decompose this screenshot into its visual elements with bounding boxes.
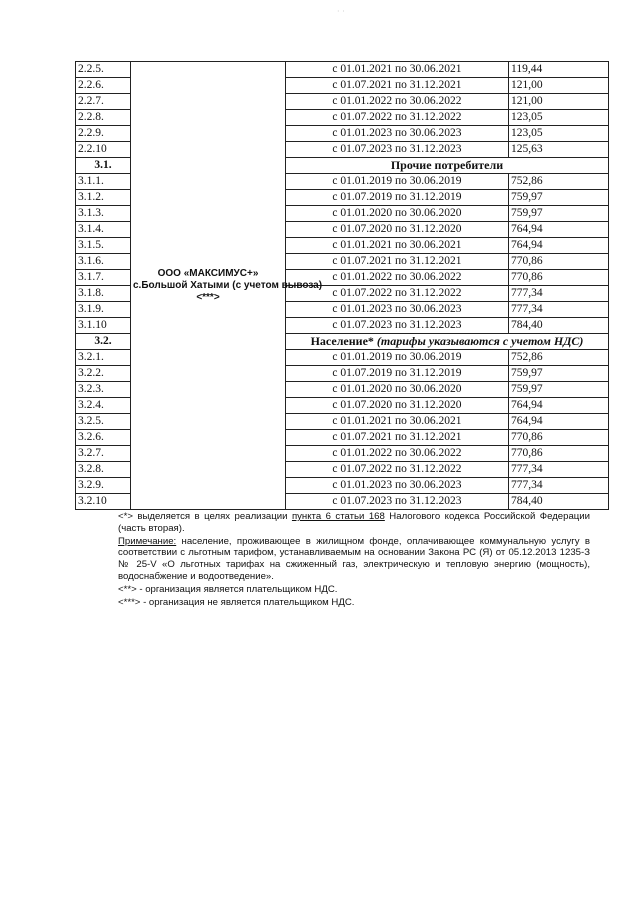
footnotes <box>118 511 590 609</box>
scan-mark: · · <box>337 7 345 16</box>
footnote-vat-note: <*> выделяется в целях реализации пункта 6 статьи 168 Налогового кодекса Российской Федерации (часть вторая). <box>118 511 591 534</box>
row-number: 2.2.10 <box>76 142 131 158</box>
section-title-main: Население* <box>310 334 374 348</box>
period-cell: с 01.07.2023 по 31.12.2023 <box>286 318 509 334</box>
row-number: 3.1.6. <box>76 254 131 270</box>
section-title: Прочие потребители <box>286 158 609 174</box>
tariff-value: 121,00 <box>509 78 609 94</box>
section-number: 3.1. <box>76 158 131 174</box>
row-number: 2.2.9. <box>76 126 131 142</box>
footnote-not-vat-payer: <***> - организация не является плательщиком НДС. <box>118 596 355 608</box>
tariff-value: 770,86 <box>509 254 609 270</box>
period-cell: с 01.07.2022 по 31.12.2022 <box>286 462 509 478</box>
tariff-value: 123,05 <box>509 126 609 142</box>
row-number: 3.1.4. <box>76 222 131 238</box>
tariff-value: 777,34 <box>509 462 609 478</box>
row-number: 3.2.7. <box>76 446 131 462</box>
tariff-value: 121,00 <box>509 94 609 110</box>
row-number: 2.2.7. <box>76 94 131 110</box>
period-cell: с 01.07.2022 по 31.12.2022 <box>286 286 509 302</box>
section-number: 3.2. <box>76 334 131 350</box>
footnote-vat-payer: <**> - организация является плательщиком НДС. <box>118 583 338 595</box>
row-number: 3.1.9. <box>76 302 131 318</box>
row-number: 3.2.5. <box>76 414 131 430</box>
period-cell: с 01.07.2021 по 31.12.2021 <box>286 430 509 446</box>
row-number: 3.1.3. <box>76 206 131 222</box>
tariff-value: 123,05 <box>509 110 609 126</box>
tariff-value: 125,63 <box>509 142 609 158</box>
tariff-value: 759,97 <box>509 206 609 222</box>
period-cell: с 01.07.2019 по 31.12.2019 <box>286 366 509 382</box>
tariff-value: 784,40 <box>509 318 609 334</box>
period-cell: с 01.01.2021 по 30.06.2021 <box>286 62 509 78</box>
tariff-value: 764,94 <box>509 398 609 414</box>
period-cell: с 01.01.2023 по 30.06.2023 <box>286 302 509 318</box>
row-number: 3.1.7. <box>76 270 131 286</box>
period-cell: с 01.01.2019 по 30.06.2019 <box>286 350 509 366</box>
period-cell: с 01.07.2020 по 31.12.2020 <box>286 398 509 414</box>
period-cell: с 01.01.2022 по 30.06.2022 <box>286 270 509 286</box>
period-cell: с 01.07.2021 по 31.12.2021 <box>286 254 509 270</box>
tariff-value: 770,86 <box>509 446 609 462</box>
row-number: 2.2.5. <box>76 62 131 78</box>
tariff-value: 764,94 <box>509 222 609 238</box>
tariff-value: 777,34 <box>509 302 609 318</box>
tariff-value: 119,44 <box>509 62 609 78</box>
period-cell: с 01.07.2023 по 31.12.2023 <box>286 494 509 510</box>
period-cell: с 01.01.2023 по 30.06.2023 <box>286 126 509 142</box>
tariff-value: 777,34 <box>509 478 609 494</box>
row-number: 2.2.8. <box>76 110 131 126</box>
period-cell: с 01.01.2020 по 30.06.2020 <box>286 382 509 398</box>
period-cell: с 01.01.2023 по 30.06.2023 <box>286 478 509 494</box>
tariff-value: 752,86 <box>509 350 609 366</box>
table-row <box>76 62 609 78</box>
row-number: 3.1.2. <box>76 190 131 206</box>
row-number: 3.2.6. <box>76 430 131 446</box>
organization-cell <box>131 62 323 510</box>
tariff-value: 770,86 <box>509 270 609 286</box>
tariff-value: 784,40 <box>509 494 609 510</box>
org-footnote: <***> <box>196 291 220 303</box>
tariff-value: 770,86 <box>509 430 609 446</box>
row-number: 3.1.5. <box>76 238 131 254</box>
period-cell: с 01.01.2022 по 30.06.2022 <box>286 446 509 462</box>
period-cell: с 01.01.2019 по 30.06.2019 <box>286 174 509 190</box>
row-number: 3.2.4. <box>76 398 131 414</box>
row-number: 3.1.10 <box>76 318 131 334</box>
period-cell: с 01.07.2021 по 31.12.2021 <box>286 78 509 94</box>
period-cell: с 01.01.2021 по 30.06.2021 <box>286 238 509 254</box>
row-number: 2.2.6. <box>76 78 131 94</box>
tariff-value: 759,97 <box>509 382 609 398</box>
row-number: 3.2.3. <box>76 382 131 398</box>
row-number: 3.2.8. <box>76 462 131 478</box>
row-number: 3.2.1. <box>76 350 131 366</box>
tariff-value: 752,86 <box>509 174 609 190</box>
period-cell: с 01.01.2021 по 30.06.2021 <box>286 414 509 430</box>
section-title-note: (тарифы указываются с учетом НДС) <box>376 334 584 348</box>
tariff-value: 759,97 <box>509 190 609 206</box>
footnote-remark: Примечание: население, проживающее в жилищном фонде, оплачивающее коммунальную услугу в соответствии с льготным тарифом, устанавливаемым на основании Закона РС (Я) от 05.12.2013 1235-З № 25-V «О льготных тарифах на сжиженный газ, электрическую и тепловую энергию (мощность), водоснабжение и водоотведение». <box>118 535 590 582</box>
remark-label: Примечание: <box>118 535 177 547</box>
tax-code-link[interactable]: пункта 6 статьи 168 <box>291 511 385 522</box>
row-number: 3.1.8. <box>76 286 131 302</box>
period-cell: с 01.07.2020 по 31.12.2020 <box>286 222 509 238</box>
period-cell: с 01.01.2022 по 30.06.2022 <box>286 94 509 110</box>
tariff-value: 777,34 <box>509 286 609 302</box>
tariff-value: 759,97 <box>509 366 609 382</box>
row-number: 3.2.10 <box>76 494 131 510</box>
row-number: 3.1.1. <box>76 174 131 190</box>
period-cell: с 01.07.2022 по 31.12.2022 <box>286 110 509 126</box>
row-number: 3.2.9. <box>76 478 131 494</box>
org-name: ООО «МАКСИМУС+» <box>157 267 259 279</box>
period-cell: с 01.07.2019 по 31.12.2019 <box>286 190 509 206</box>
tariff-table <box>75 61 609 510</box>
section-title <box>286 334 609 350</box>
tariff-value: 764,94 <box>509 414 609 430</box>
row-number: 3.2.2. <box>76 366 131 382</box>
tariff-value: 764,94 <box>509 238 609 254</box>
period-cell: с 01.01.2020 по 30.06.2020 <box>286 206 509 222</box>
period-cell: с 01.07.2023 по 31.12.2023 <box>286 142 509 158</box>
org-location: с.Большой Хатыми (с учетом вывоза) <box>133 279 323 291</box>
